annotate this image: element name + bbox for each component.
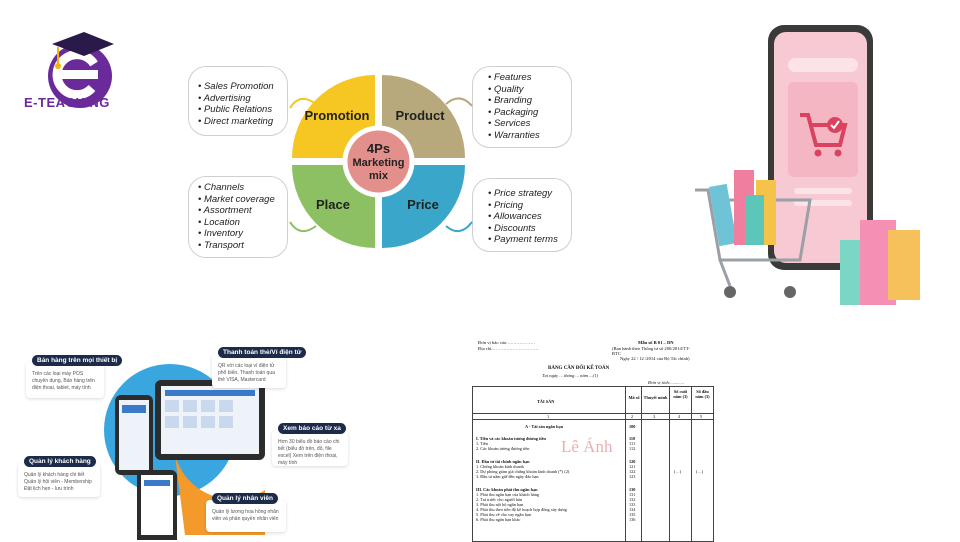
column-number: 3: [653, 414, 656, 419]
column-header-asset: TÀI SẢN: [537, 399, 555, 404]
table-row-name: II. Đầu tư tài chính ngắn hạn: [476, 459, 530, 464]
list-item: • Channels: [198, 182, 275, 194]
watermark: Lê Ánh: [561, 437, 613, 456]
list-item: • Location: [198, 217, 275, 229]
table-cell-ellipsis: (…): [696, 469, 704, 474]
column-number: 5: [700, 414, 703, 419]
table-row-code: 135: [629, 512, 636, 517]
product-list: [488, 72, 540, 141]
table-row-name: III. Các khoản phải thu ngắn hạn: [476, 487, 538, 492]
doc-issued-2: BTC: [612, 351, 621, 356]
table-row-code: 131: [629, 492, 636, 497]
callout-title: Quản lý khách hàng: [24, 456, 96, 467]
list-item: • Transport: [198, 240, 275, 252]
callout-payment: [212, 349, 302, 388]
doc-address: Địa chỉ:…………………………: [478, 346, 539, 351]
table-row-code: 110: [629, 436, 636, 441]
table-row-code: 122: [629, 469, 636, 474]
list-item: • Advertising: [198, 93, 274, 105]
callout-description: Quản lý lương hoa hồng nhân viên và phân quyền nhân viên: [212, 509, 279, 522]
callout-title: Bán hàng trên mọi thiết bị: [32, 355, 122, 366]
callout-description: QR với các loại ví điện tử phổ biến. Thanh toán qua thẻ VISA, Mastercard: [218, 363, 275, 383]
doc-title: BẢNG CÂN ĐỐI KẾ TOÁN: [548, 366, 610, 371]
table-row-code: 130: [629, 487, 636, 492]
table-row-code: 123: [629, 474, 636, 479]
center-title: 4Ps: [366, 141, 391, 156]
pos-software-panel: [10, 340, 341, 540]
table-row-code: 120: [629, 459, 636, 464]
list-item: • Inventory: [198, 228, 275, 240]
table-cell-ellipsis: (…): [674, 469, 682, 474]
price-label: Price: [407, 197, 439, 212]
table-row-name: 5. Phải thu về cho vay ngắn hạn: [476, 512, 531, 517]
list-item: • Public Relations: [198, 104, 274, 116]
price-list: [488, 188, 558, 246]
table-row-name: 6. Phải thu ngắn hạn khác: [476, 517, 521, 522]
balance-sheet-document: [470, 338, 730, 540]
place-connector-icon: [288, 220, 318, 240]
list-item: • Services: [488, 118, 540, 130]
table-row-code: 100: [629, 424, 636, 429]
column-header-start: Số đầu năm (3): [695, 389, 710, 399]
list-item: • Discounts: [488, 223, 558, 235]
callout-description: Hơn 30 biểu đồ báo cáo chi tiết (biểu đồ trên, đồ, file excel) Xem trên điện thoại, máy tính: [278, 439, 340, 466]
column-number: 4: [678, 414, 681, 419]
callout-title: Xem báo cáo từ xa: [278, 423, 346, 434]
list-item: • Features: [488, 72, 540, 84]
table-row-name: 4. Phải thu theo tiến độ kế hoạch hợp đồng xây dựng: [476, 507, 567, 512]
promotion-list: [198, 81, 274, 127]
callout-description: Quản lý khách hàng chi tiết Quản lý hội viên - Membership Đặt lịch hẹn - lưu trình: [24, 472, 92, 492]
list-item: • Packaging: [488, 107, 540, 119]
list-item: • Sales Promotion: [198, 81, 274, 93]
column-header-code: Mã số: [628, 395, 640, 400]
callout-multi-device: [26, 357, 118, 398]
bag-icon: [888, 230, 920, 300]
shopping-phone-illustration: [690, 20, 930, 315]
table-row-name: A - Tài sản ngắn hạn: [525, 424, 564, 429]
list-item: • Pricing: [488, 200, 558, 212]
doc-issued-1: (Ban hành theo Thông tư số 200/2014/TT-: [612, 346, 690, 351]
doc-currency: Đơn vị tính:............: [648, 380, 685, 385]
table-row-name: 2. Các khoản tương đương tiền: [476, 446, 530, 451]
table-row-code: 132: [629, 497, 636, 502]
table-row-name: 3. Phải thu nội bộ ngắn hạn: [476, 502, 524, 507]
marketing-mix-diagram: [160, 40, 590, 270]
callout-description: Trên các loại máy POS chuyên dụng, Bán hàng trên điện thoại, tablet, máy tính: [32, 371, 95, 391]
table-row-code: 136: [629, 517, 636, 522]
table-row-name: 1. Phải thu ngắn hạn của khách hàng: [476, 492, 540, 497]
table-row-name: 1. Tiền: [476, 441, 488, 446]
list-item: • Allowances: [488, 211, 558, 223]
table-row-code: 134: [629, 507, 636, 512]
table-row-name: 3. Đầu tư nắm giữ đến ngày đáo hạn: [476, 474, 539, 479]
callout-title: Thanh toán thẻ/Ví điện tử: [218, 347, 306, 358]
column-header-note: Thuyết minh: [643, 395, 668, 400]
place-list: [198, 182, 275, 251]
column-number: 2: [631, 414, 634, 419]
table-row-code: 112: [629, 446, 636, 451]
list-item: • Price strategy: [488, 188, 558, 200]
center-subtitle-2: mix: [369, 170, 388, 182]
place-label: Place: [316, 197, 350, 212]
doc-unit: Đơn vị báo cáo:………………: [478, 340, 535, 345]
table-row-name: 2. Dự phòng giảm giá chứng khoán kinh doanh (*) (2): [476, 469, 570, 474]
table-row-name: 2. Trả trước cho người bán: [476, 497, 522, 502]
table-row-code: 121: [629, 464, 636, 469]
list-item: • Branding: [488, 95, 540, 107]
callout-remote-reports: [272, 425, 348, 466]
callout-staff: [206, 495, 286, 532]
table-row-name: 1. Chứng khoán kinh doanh: [476, 464, 524, 469]
list-item: • Warranties: [488, 130, 540, 142]
callout-title: Quản lý nhân viên: [212, 493, 278, 504]
table-row-code: 111: [629, 441, 636, 446]
product-label: Product: [395, 108, 445, 123]
doc-issued-3: Ngày 22 / 12 /2014 của Bộ Tài chính): [620, 356, 690, 361]
center-subtitle: Marketing: [352, 157, 405, 169]
price-connector-icon: [444, 220, 474, 240]
doc-form-code: Mẫu số B 01 – DN: [638, 340, 674, 345]
list-item: • Quality: [488, 84, 540, 96]
product-connector-icon: [444, 90, 474, 110]
table-row-name: I. Tiền và các khoản tương đương tiền: [476, 436, 546, 441]
table-row-code: 133: [629, 502, 636, 507]
promotion-label: Promotion: [304, 108, 370, 123]
doc-date-line: Tại ngày ... tháng ... năm ...(1): [542, 373, 599, 378]
callout-customers: [18, 458, 100, 497]
promotion-connector-icon: [288, 90, 318, 110]
list-item: • Payment terms: [488, 234, 558, 246]
column-number: 1: [547, 414, 550, 419]
balance-sheet-table: [472, 386, 714, 542]
logo-text: E-TEACHING: [24, 95, 110, 110]
list-item: • Assortment: [198, 205, 275, 217]
column-header-end: Số cuối năm (3): [673, 389, 688, 399]
list-item: • Market coverage: [198, 194, 275, 206]
list-item: • Direct marketing: [198, 116, 274, 128]
